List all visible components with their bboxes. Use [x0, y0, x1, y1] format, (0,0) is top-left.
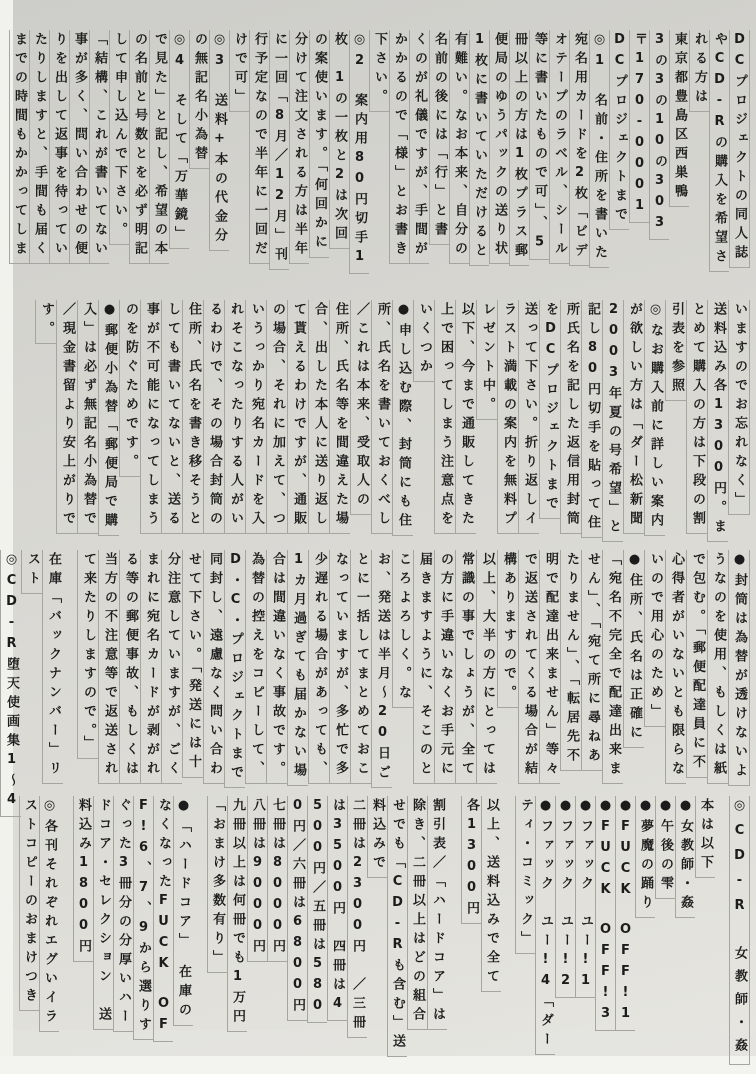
- text-column: 合、出した本人に送り返し: [308, 300, 329, 534]
- text-column: 「結構、これが書いてない: [89, 30, 109, 264]
- text-column: りを出して返事を待ってい: [49, 30, 69, 264]
- text-column: をDCプロジェクトまで: [539, 300, 560, 519]
- text-column: るわけで、その場合封筒の: [203, 300, 224, 534]
- text-column: 事が多く、問い合わせの便: [69, 30, 89, 264]
- text-column: いので用心のため」: [644, 550, 665, 727]
- text-column: お、発送は半月〜20日ご: [371, 550, 392, 788]
- text-column: ◎各刊それぞれエグいイラ: [39, 796, 59, 1032]
- text-column: DCプロジェクトの同人誌: [729, 30, 750, 268]
- text-column: 少遅れる場合があっても、: [308, 550, 329, 784]
- scan-edge-bottom-margin: [0, 1056, 756, 1074]
- text-column: まれに宛名カードが剥がれ: [140, 550, 161, 784]
- text-column: れる方は: [689, 30, 709, 112]
- text-column: DCプロジェクトまで: [609, 30, 629, 230]
- text-column: 入」は必ず無記名小為替で: [77, 300, 98, 534]
- text-column: 八冊は9000円: [247, 796, 267, 962]
- text-column: 下さい。: [369, 30, 389, 112]
- text-column: 事が不可能になってしまう: [140, 300, 161, 534]
- text-column: 住所、氏名等を間違えた場: [329, 300, 350, 534]
- text-column: スト: [21, 550, 42, 594]
- text-column: ●封筒は為替が透けないよ: [728, 550, 750, 786]
- text-column: ／これは本来、受取人の: [350, 300, 371, 515]
- text-column: ティ・コミック」: [515, 796, 535, 954]
- text-column: ◎4 そして「万華鏡」: [169, 30, 189, 249]
- text-column: ●申し込む際、封筒にも住: [392, 300, 413, 536]
- text-column: ラスト満載の案内を無料プ: [497, 300, 518, 534]
- text-column: 便局のゆうパックの送り状: [489, 30, 509, 264]
- text-column: なくなったFUCK OF: [153, 796, 173, 1042]
- text-column: とに一括してまとめておこ: [350, 550, 371, 784]
- text-column: なっていますが、多忙で多: [329, 550, 350, 784]
- text-column: の名前と号数とを必ず明記: [129, 30, 149, 264]
- text-column: 同封し、遠慮なく問い合わ: [203, 550, 224, 784]
- text-column: とめて購入の方は下段の割: [686, 300, 707, 534]
- text-column: の案使います。「何回かに: [309, 30, 329, 258]
- text-column: ●ファック ユー!4「ダー: [535, 796, 555, 1055]
- text-column: 3の3の10の303: [649, 30, 669, 240]
- text-column: 所氏名を記した返信用封筒: [560, 300, 581, 534]
- text-column: る等の郵便事故、もしくは: [119, 550, 140, 784]
- text-column: いくつか: [413, 300, 434, 382]
- text-column: たりません」、「転居先不: [560, 550, 581, 771]
- text-column: 枚 1の一枚と2は次回: [329, 30, 349, 249]
- text-column: やCD-Rの購入を希望さ: [709, 30, 729, 272]
- text-column: 上で困ってしまう注意点を: [434, 300, 455, 534]
- text-column: 送料込み各1300円。ま: [707, 300, 728, 542]
- text-column: 各1300円: [461, 796, 481, 924]
- text-column: 以上、大半の方にとっては: [476, 550, 497, 784]
- text-column: で見た」と記し、希望の本: [149, 30, 169, 264]
- text-column: 送って下さい。折り返しイ: [518, 300, 539, 534]
- text-column: ◎2 案内用80円切手1: [349, 30, 369, 274]
- text-column: ●FUCK OFF!1: [615, 796, 635, 1031]
- text-column: 〒170-0001: [629, 30, 649, 223]
- text-column: ●ファック ユー!1: [575, 796, 595, 998]
- text-column: 為替の控えをコピーして、: [245, 550, 266, 784]
- text-column: 引表を参照: [665, 300, 686, 401]
- text-column: ／現金書留より安上がりで: [56, 300, 77, 534]
- text-column: 1枚に書いていただけると: [469, 30, 489, 266]
- text-column: ドコア・セレクション 送: [93, 796, 113, 1030]
- text-column: たりしますと、手間も届く: [29, 30, 49, 264]
- text-column: 本は以下: [695, 796, 715, 878]
- text-column: て貰えるわけですが、通販: [287, 300, 308, 534]
- text-column: ●ファック ユー!2: [555, 796, 575, 998]
- text-column: 記し80円切手を貼って住: [581, 300, 602, 538]
- text-column: ◎なお購入前に詳しい案内: [644, 300, 665, 536]
- text-column: ●女教師・姦: [675, 796, 695, 918]
- text-column: 当方の不注意等で返送され: [98, 550, 119, 784]
- text-column: 七冊は8000円: [267, 796, 287, 962]
- text-column: ●郵便小為替「郵便局で購: [98, 300, 119, 536]
- text-column: しても書いてないと、送る: [161, 300, 182, 534]
- text-column: 料込み1800円: [73, 796, 93, 962]
- text-column: くのが礼儀ですが、手間が: [409, 30, 429, 264]
- text-column: して申し込んで下さい。: [109, 30, 129, 245]
- text-column: ストコピーのおまけつき: [19, 796, 39, 1011]
- text-column: 「おまけ多数有り」: [207, 796, 227, 973]
- text-column: 九冊以上は何冊でも1万円: [227, 796, 247, 1032]
- text-column: 以上、送料込みで全て: [481, 796, 501, 992]
- text-column: ●「ハードコア」 在庫の: [173, 796, 193, 1026]
- text-column: の方に手違いなくお手元に: [434, 550, 455, 784]
- text-column: れそこなったりする人がい: [224, 300, 245, 534]
- text-column: 常識の事でしょうが、全て: [455, 550, 476, 784]
- text-column: 500円／五冊は580: [307, 796, 327, 1023]
- text-column: ころよろしく。な: [392, 550, 413, 708]
- text-column: 心得者がいないとも限らな: [665, 550, 686, 784]
- text-column: 1カ月過ぎても届かない場: [287, 550, 308, 786]
- text-column: ●FUCK OFF!3: [595, 796, 615, 1031]
- text-column: レゼント中。: [476, 300, 497, 420]
- text-column: までの時間もかかってしま: [9, 30, 29, 264]
- text-column: せでも「CD-Rも含む」送: [387, 796, 407, 1057]
- text-column: D・C・プロジェクトまで: [224, 550, 245, 788]
- text-column: で包む。「郵便配達員に不: [686, 550, 707, 778]
- text-column: の無記名小為替: [189, 30, 209, 169]
- text-column: 2003年夏の号希望」と: [602, 300, 623, 542]
- text-column: ●住所、氏名は正確に: [623, 550, 644, 748]
- text-column: せん」、「宛て所に尋ねあ: [581, 550, 602, 771]
- text-column: 明で配達出来ません」等々: [539, 550, 560, 784]
- text-column: す。: [35, 300, 56, 344]
- text-column: ●夢魔の踊り: [635, 796, 655, 918]
- band-mail-order-notes: [6, 300, 750, 538]
- band-shipping-notes-and-stock: [4, 550, 750, 813]
- text-column: 分けて注文される方は半年: [289, 30, 309, 264]
- text-column: 冊以上の方は1枚プラス郵: [509, 30, 529, 266]
- text-column: 「宛名不完全で配達出来ま: [602, 550, 623, 784]
- text-column: て来たりしますので。」: [77, 550, 98, 759]
- band-purchase-instructions: [6, 30, 750, 288]
- text-column: 構ありますので。: [497, 550, 518, 708]
- text-column: 住所、氏名を書き移そうと: [182, 300, 203, 534]
- text-column: 届きますように、そこのと: [413, 550, 434, 784]
- band-catalog-price-list: [6, 796, 750, 1061]
- text-column: いうっかり宛名カードを入: [245, 300, 266, 534]
- text-column: ◎CD-R 女教師・姦: [729, 796, 750, 1065]
- text-column: ●午後の雫: [655, 796, 675, 899]
- text-column: けで可」: [229, 30, 249, 112]
- text-column: 割引表／「ハードコア」は: [427, 796, 447, 1030]
- text-column: せて下さい。「発送には十: [182, 550, 203, 778]
- text-column: は3500円 四冊は4: [327, 796, 347, 1021]
- text-column: が欲しい方は「ダー松新聞: [623, 300, 644, 534]
- text-column: ◎CD-R堕天使画集1〜4: [0, 550, 21, 817]
- text-column: 行予定なので半年に一回だ: [249, 30, 269, 264]
- text-column: 以下、今まで通販してきた: [455, 300, 476, 534]
- text-column: 宛名用カードを2枚「ビデ: [569, 30, 589, 266]
- text-column: 名前の後には「行」と書: [429, 30, 449, 245]
- text-column: 所、氏名を書いておくべし: [371, 300, 392, 534]
- text-column: うなのを使用、もしくは紙: [707, 550, 728, 784]
- text-column: かかるので「様」とお書き: [389, 30, 409, 264]
- text-column: 等に書いたもので可」、5: [529, 30, 549, 260]
- text-column: ぐった3冊分の分厚いハー: [113, 796, 133, 1032]
- text-column: のを防ぐためです。: [119, 300, 140, 477]
- text-column: F!6、7、9から選りす: [133, 796, 153, 1040]
- text-column: で返送されてくる場合が結: [518, 550, 539, 784]
- text-column: 分注意していますが、ごく: [161, 550, 182, 784]
- text-column: 有難い。なお本来、自分の: [449, 30, 469, 264]
- text-column: ◎1 名前・住所を書いた: [589, 30, 609, 268]
- text-column: 二冊は2300円 ／三冊: [347, 796, 367, 1038]
- text-column: 料込みで: [367, 796, 387, 878]
- text-column: 0円／六冊は6800円: [287, 796, 307, 1021]
- text-column: の場合、それに加えて、つ: [266, 300, 287, 534]
- text-column: オテープのラベル、シール: [549, 30, 569, 264]
- text-column: ◎3 送料+本の代金分: [209, 30, 229, 251]
- text-column: 在庫「バックナンバー」リ: [42, 550, 63, 784]
- text-column: 合は間違いなく事故です。: [266, 550, 287, 784]
- text-column: に一回「8月／12月」刊: [269, 30, 289, 270]
- text-column: 東京都豊島区西巣鴨: [669, 30, 689, 207]
- text-column: いますのでお忘れなく」: [728, 300, 750, 515]
- text-column: 除き、二冊以上はどの組合: [407, 796, 427, 1030]
